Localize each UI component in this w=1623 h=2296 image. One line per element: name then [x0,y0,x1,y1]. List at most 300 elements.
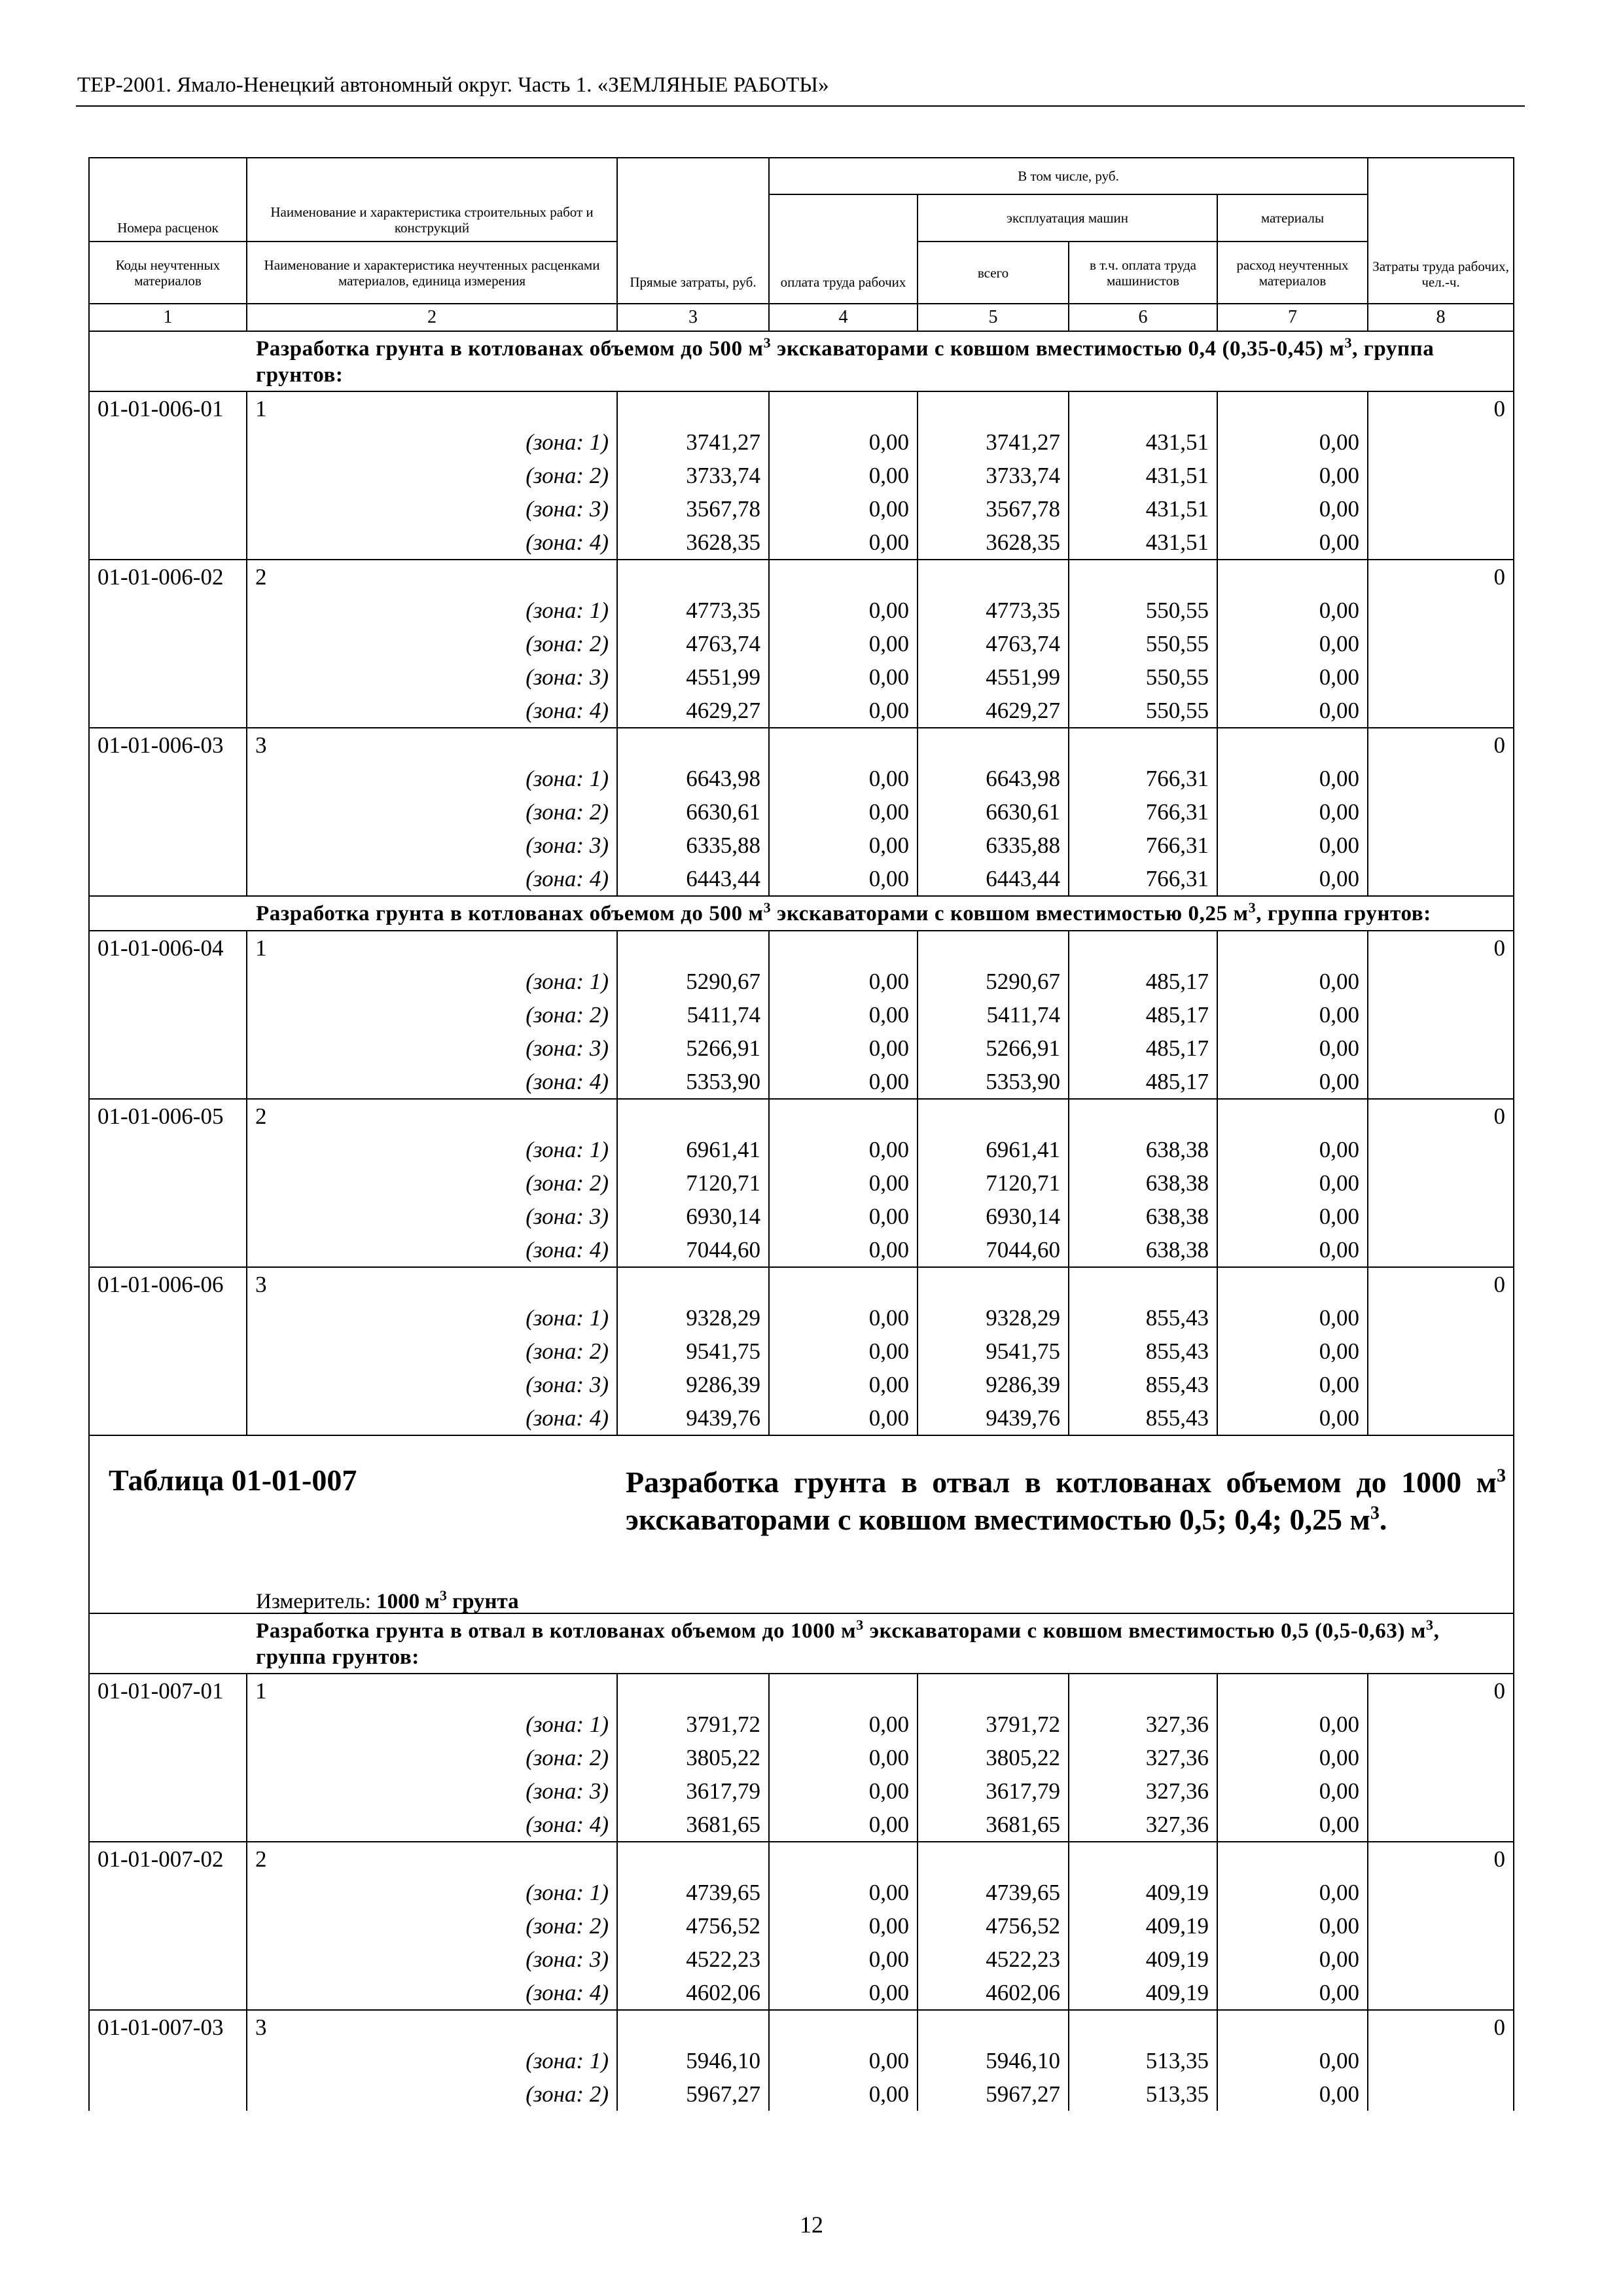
col-including: В том числе, руб. [769,158,1368,194]
machine-total-value: 6443,44 [918,862,1069,896]
empty-cell [89,425,247,459]
empty-cell [1368,1876,1514,1909]
empty-cell [89,1943,247,1976]
empty-cell [89,762,247,795]
zone-row [89,1401,1514,1435]
section-heading-row [89,331,1514,391]
rate-code: 01-01-007-03 [89,2010,247,2044]
machine-total-value: 5290,67 [918,965,1069,998]
zone-label: (зона: 1) [247,2044,617,2077]
machine-total-value: 4739,65 [918,1876,1069,1909]
empty-cell [1368,1909,1514,1943]
zone-row [89,998,1514,1031]
zone-label: (зона: 4) [247,1065,617,1099]
labor-pay-value: 0,00 [769,762,918,795]
labor-pay-value: 0,00 [769,1065,918,1099]
rate-code: 01-01-006-02 [89,560,247,594]
col-unaccounted-materials: расход неучтенных материалов [1217,242,1368,304]
empty-cell [918,560,1069,594]
section-title-text: Разработка грунта в отвал в котлованах объемом до 1000 м [256,1619,857,1643]
zone-label: (зона: 4) [247,862,617,896]
empty-cell [918,1674,1069,1708]
rates-table-body [89,158,1514,2111]
materials-value: 0,00 [1217,459,1368,492]
labor-pay-value: 0,00 [769,492,918,526]
machine-total-value: 5946,10 [918,2044,1069,2077]
labor-pay-value: 0,00 [769,965,918,998]
machinist-pay-value: 409,19 [1069,1976,1217,2010]
soil-group: 2 [247,1842,617,1876]
empty-cell [1368,1233,1514,1267]
col-number: 4 [769,304,918,331]
zone-row [89,660,1514,694]
labor-costs-value: 0 [1368,1842,1514,1876]
empty-cell [1368,1335,1514,1368]
machinist-pay-value: 485,17 [1069,1065,1217,1099]
labor-pay-value: 0,00 [769,2044,918,2077]
labor-pay-value: 0,00 [769,1876,918,1909]
labor-costs-value: 0 [1368,931,1514,965]
direct-costs-value: 4522,23 [617,1943,769,1976]
direct-costs-value: 5411,74 [617,998,769,1031]
col-machinist-pay: в т.ч. оплата труда машинистов [1069,242,1217,304]
materials-value: 0,00 [1217,1708,1368,1741]
zone-label: (зона: 1) [247,762,617,795]
machinist-pay-value: 513,35 [1069,2077,1217,2111]
rate-row [89,1674,1514,1708]
zone-row [89,1133,1514,1166]
empty-cell [1217,1842,1368,1876]
materials-value: 0,00 [1217,1909,1368,1943]
direct-costs-value: 3733,74 [617,459,769,492]
empty-cell [918,1842,1069,1876]
rate-row [89,391,1514,425]
materials-value: 0,00 [1217,1943,1368,1976]
empty-cell [89,627,247,660]
rate-row [89,1267,1514,1301]
machinist-pay-value: 485,17 [1069,965,1217,998]
machine-total-value: 9286,39 [918,1368,1069,1401]
labor-pay-value: 0,00 [769,1301,918,1335]
table-number: Таблица 01-01-007 [109,1463,357,1497]
section-title-text: . [1379,1503,1387,1536]
labor-pay-value: 0,00 [769,526,918,560]
machine-total-value: 6630,61 [918,795,1069,829]
labor-costs-value: 0 [1368,1674,1514,1708]
empty-cell [1368,1774,1514,1808]
zone-label: (зона: 3) [247,1943,617,1976]
unit-superscript: 3 [1425,1617,1434,1633]
zone-label: (зона: 1) [247,425,617,459]
empty-cell [1217,1674,1368,1708]
machinist-pay-value: 638,38 [1069,1166,1217,1200]
zone-label: (зона: 2) [247,627,617,660]
empty-cell [89,1166,247,1200]
unit-superscript: 3 [1344,334,1353,351]
labor-pay-value: 0,00 [769,829,918,862]
labor-pay-value: 0,00 [769,627,918,660]
labor-costs-value: 0 [1368,391,1514,425]
zone-row [89,1368,1514,1401]
zone-label: (зона: 3) [247,829,617,862]
direct-costs-value: 9328,29 [617,1301,769,1335]
direct-costs-value: 6630,61 [617,795,769,829]
machine-total-value: 3617,79 [918,1774,1069,1808]
direct-costs-value: 7120,71 [617,1166,769,1200]
machine-total-value: 4629,27 [918,694,1069,728]
empty-cell [1368,965,1514,998]
zone-label: (зона: 4) [247,526,617,560]
section-heading-row [89,1613,1514,1674]
zone-row [89,2044,1514,2077]
direct-costs-value: 3567,78 [617,492,769,526]
materials-value: 0,00 [1217,1774,1368,1808]
empty-cell [769,1674,918,1708]
direct-costs-value: 6643,98 [617,762,769,795]
machinist-pay-value: 766,31 [1069,829,1217,862]
materials-value: 0,00 [1217,1166,1368,1200]
labor-pay-value: 0,00 [769,1943,918,1976]
materials-value: 0,00 [1217,829,1368,862]
zone-row [89,1708,1514,1741]
labor-pay-value: 0,00 [769,862,918,896]
empty-cell [918,728,1069,762]
zone-label: (зона: 2) [247,2077,617,2111]
empty-cell [1069,1267,1217,1301]
empty-cell [769,931,918,965]
direct-costs-value: 7044,60 [617,1233,769,1267]
zone-label: (зона: 3) [247,1200,617,1233]
machine-total-value: 3741,27 [918,425,1069,459]
empty-cell [1069,931,1217,965]
direct-costs-value: 3791,72 [617,1708,769,1741]
empty-cell [1217,1267,1368,1301]
col-machine-total: всего [918,242,1069,304]
machinist-pay-value: 431,51 [1069,425,1217,459]
empty-cell [89,1368,247,1401]
col-material-codes: Коды неучтенных материалов [89,242,247,304]
materials-value: 0,00 [1217,1976,1368,2010]
zone-row [89,1335,1514,1368]
table-title [626,1463,1506,1538]
zone-label: (зона: 1) [247,1301,617,1335]
section-title-text: экскаваторами с ковшом вместимостью 0,5; 0,4; 0,25 м [626,1503,1370,1536]
empty-cell [1368,1741,1514,1774]
direct-costs-value: 4739,65 [617,1876,769,1909]
empty-cell [1368,862,1514,896]
machinist-pay-value: 409,19 [1069,1909,1217,1943]
empty-cell [769,2010,918,2044]
direct-costs-value: 3628,35 [617,526,769,560]
machine-total-value: 7120,71 [918,1166,1069,1200]
empty-cell [1368,660,1514,694]
labor-pay-value: 0,00 [769,1909,918,1943]
zone-row [89,1774,1514,1808]
empty-cell [1368,1301,1514,1335]
soil-group: 1 [247,1674,617,1708]
machinist-pay-value: 638,38 [1069,1233,1217,1267]
rate-row [89,1099,1514,1133]
machine-total-value: 4763,74 [918,627,1069,660]
empty-cell [1069,391,1217,425]
section-title-text: Разработка грунта в отвал в котлованах объемом до 1000 м [626,1465,1497,1499]
machinist-pay-value: 431,51 [1069,526,1217,560]
empty-cell [89,829,247,862]
zone-label: (зона: 2) [247,459,617,492]
empty-cell [769,1842,918,1876]
empty-cell [1069,1099,1217,1133]
unit-superscript: 3 [1497,1465,1506,1486]
direct-costs-value: 4602,06 [617,1976,769,2010]
empty-cell [1368,829,1514,862]
empty-cell [89,2077,247,2111]
rate-code: 01-01-007-02 [89,1842,247,1876]
empty-cell [918,1099,1069,1133]
machinist-pay-value: 550,55 [1069,660,1217,694]
materials-value: 0,00 [1217,1301,1368,1335]
direct-costs-value: 5266,91 [617,1031,769,1065]
direct-costs-value: 9286,39 [617,1368,769,1401]
machinist-pay-value: 638,38 [1069,1200,1217,1233]
direct-costs-value: 5967,27 [617,2077,769,2111]
machine-total-value: 5411,74 [918,998,1069,1031]
section-heading-row [89,896,1514,931]
section-heading [247,331,1514,391]
empty-cell [89,1133,247,1166]
meter-value-text: грунта [446,1590,519,1613]
col-material-names: Наименование и характеристика неучтенных расценками материалов, единица измерения [247,242,617,304]
empty-cell [1069,728,1217,762]
machinist-pay-value: 431,51 [1069,459,1217,492]
rate-code: 01-01-007-01 [89,1674,247,1708]
section-spacer-cell [89,331,247,391]
zone-row [89,1943,1514,1976]
empty-cell [617,1099,769,1133]
zone-label: (зона: 3) [247,660,617,694]
machine-total-value: 4602,06 [918,1976,1069,2010]
materials-value: 0,00 [1217,1031,1368,1065]
col-rate-numbers: Номера расценок [89,158,247,242]
zone-label: (зона: 3) [247,1774,617,1808]
zone-label: (зона: 2) [247,1741,617,1774]
materials-value: 0,00 [1217,2077,1368,2111]
materials-value: 0,00 [1217,762,1368,795]
empty-cell [89,660,247,694]
empty-cell [89,594,247,627]
empty-cell [89,694,247,728]
zone-row [89,1233,1514,1267]
materials-value: 0,00 [1217,1065,1368,1099]
materials-value: 0,00 [1217,660,1368,694]
zone-row [89,492,1514,526]
rate-row [89,1842,1514,1876]
materials-value: 0,00 [1217,1741,1368,1774]
labor-pay-value: 0,00 [769,2077,918,2111]
empty-cell [89,1401,247,1435]
labor-pay-value: 0,00 [769,1233,918,1267]
direct-costs-value: 3741,27 [617,425,769,459]
unit-superscript: 3 [1370,1503,1380,1524]
empty-cell [89,1909,247,1943]
machine-total-value: 6643,98 [918,762,1069,795]
materials-value: 0,00 [1217,627,1368,660]
machine-total-value: 3567,78 [918,492,1069,526]
table-heading [89,1435,1514,1613]
machine-total-value: 3805,22 [918,1741,1069,1774]
empty-cell [1368,425,1514,459]
table-heading-block [90,1436,1513,1613]
empty-cell [89,1233,247,1267]
empty-cell [89,795,247,829]
zone-row [89,1301,1514,1335]
labor-pay-value: 0,00 [769,1335,918,1368]
machinist-pay-value: 766,31 [1069,762,1217,795]
machinist-pay-value: 855,43 [1069,1335,1217,1368]
empty-cell [1368,1133,1514,1166]
section-title-text: , группа грунтов: [256,337,1435,387]
rates-table [88,157,1514,2111]
zone-label: (зона: 1) [247,965,617,998]
col-number: 1 [89,304,247,331]
empty-cell [1368,1401,1514,1435]
zone-row [89,1166,1514,1200]
empty-cell [769,560,918,594]
machine-total-value: 4756,52 [918,1909,1069,1943]
col-number: 3 [617,304,769,331]
labor-pay-value: 0,00 [769,1976,918,2010]
section-title-text: Разработка грунта в котлованах объемом до 500 м [256,902,764,925]
unit-superscript: 3 [856,1617,864,1633]
machinist-pay-value: 485,17 [1069,1031,1217,1065]
header-rule [76,105,1525,107]
empty-cell [1368,762,1514,795]
empty-cell [1368,2077,1514,2111]
machinist-pay-value: 513,35 [1069,2044,1217,2077]
soil-group: 2 [247,1099,617,1133]
materials-value: 0,00 [1217,425,1368,459]
col-machine-ops: эксплуатация машин [918,194,1217,242]
zone-row [89,1876,1514,1909]
machinist-pay-value: 409,19 [1069,1876,1217,1909]
machinist-pay-value: 327,36 [1069,1808,1217,1842]
zone-label: (зона: 3) [247,492,617,526]
empty-cell [89,1031,247,1065]
machine-total-value: 9328,29 [918,1301,1069,1335]
labor-costs-value: 0 [1368,1099,1514,1133]
zone-label: (зона: 1) [247,1133,617,1166]
empty-cell [617,1674,769,1708]
machine-total-value: 6961,41 [918,1133,1069,1166]
labor-costs-value: 0 [1368,728,1514,762]
machine-total-value: 4522,23 [918,1943,1069,1976]
empty-cell [1368,492,1514,526]
machinist-pay-value: 855,43 [1069,1401,1217,1435]
zone-label: (зона: 2) [247,1166,617,1200]
materials-value: 0,00 [1217,594,1368,627]
direct-costs-value: 4756,52 [617,1909,769,1943]
empty-cell [89,1774,247,1808]
empty-cell [1368,1166,1514,1200]
labor-pay-value: 0,00 [769,694,918,728]
zone-label: (зона: 3) [247,1031,617,1065]
machine-total-value: 9439,76 [918,1401,1069,1435]
machinist-pay-value: 855,43 [1069,1301,1217,1335]
empty-cell [89,1708,247,1741]
meter-value-text: 1000 м [376,1590,440,1613]
section-title-text: экскаваторами с ковшом вместимостью 0,25 м [771,902,1249,925]
empty-cell [1368,526,1514,560]
empty-cell [1368,1943,1514,1976]
machine-total-value: 3628,35 [918,526,1069,560]
materials-value: 0,00 [1217,1233,1368,1267]
section-title-text: экскаваторами с ковшом вместимостью 0,4 (0,35-0,45) м [771,337,1345,361]
materials-value: 0,00 [1217,965,1368,998]
machine-total-value: 3733,74 [918,459,1069,492]
page-number: 12 [800,2212,823,2238]
soil-group: 3 [247,728,617,762]
machinist-pay-value: 485,17 [1069,998,1217,1031]
empty-cell [1368,1031,1514,1065]
soil-group: 3 [247,2010,617,2044]
zone-label: (зона: 4) [247,1808,617,1842]
materials-value: 0,00 [1217,1200,1368,1233]
empty-cell [1368,1808,1514,1842]
machine-total-value: 5266,91 [918,1031,1069,1065]
section-title-text: экскаваторами с ковшом вместимостью 0,5 (0,5-0,63) м [863,1619,1426,1643]
direct-costs-value: 4551,99 [617,660,769,694]
col-work-name: Наименование и характеристика строительных работ и конструкций [247,158,617,242]
empty-cell [89,526,247,560]
empty-cell [1217,391,1368,425]
empty-cell [1217,931,1368,965]
zone-row [89,1741,1514,1774]
rate-code: 01-01-006-05 [89,1099,247,1133]
materials-value: 0,00 [1217,1401,1368,1435]
empty-cell [89,998,247,1031]
col-labor-costs: Затраты труда рабочих, чел.-ч. [1368,158,1514,304]
machinist-pay-value: 327,36 [1069,1774,1217,1808]
empty-cell [89,1808,247,1842]
machine-total-value: 3791,72 [918,1708,1069,1741]
empty-cell [1368,998,1514,1031]
empty-cell [1368,1065,1514,1099]
empty-cell [1368,459,1514,492]
direct-costs-value: 9541,75 [617,1335,769,1368]
col-labor-pay: оплата труда рабочих [769,194,918,304]
zone-row [89,459,1514,492]
empty-cell [769,1099,918,1133]
empty-cell [1368,1708,1514,1741]
rate-row [89,560,1514,594]
zone-label: (зона: 4) [247,1233,617,1267]
zone-label: (зона: 4) [247,694,617,728]
empty-cell [769,1267,918,1301]
col-number: 6 [1069,304,1217,331]
empty-cell [1368,594,1514,627]
zone-row [89,1909,1514,1943]
zone-label: (зона: 4) [247,1976,617,2010]
empty-cell [89,965,247,998]
zone-row [89,2077,1514,2111]
zone-row [89,1808,1514,1842]
empty-cell [1217,1099,1368,1133]
section-heading [247,896,1514,931]
materials-value: 0,00 [1217,1808,1368,1842]
labor-pay-value: 0,00 [769,594,918,627]
machine-total-value: 6930,14 [918,1200,1069,1233]
meter-value [376,1587,519,1613]
rate-code: 01-01-006-01 [89,391,247,425]
